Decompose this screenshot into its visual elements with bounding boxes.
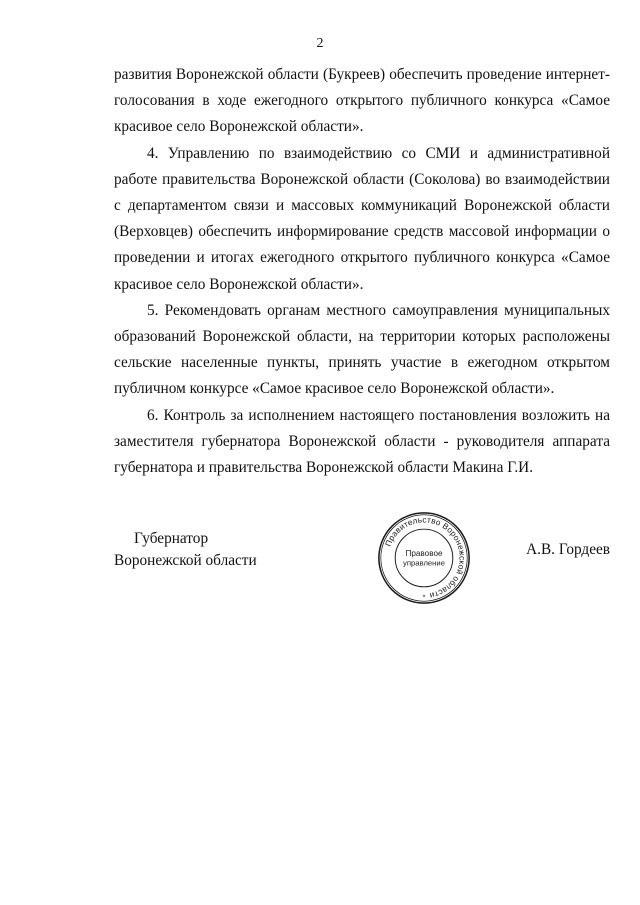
- page-number: 2: [316, 36, 324, 51]
- signature-block: [114, 510, 610, 620]
- stamp-inner-line-1: Правовое: [405, 549, 443, 559]
- signatory-title: [114, 528, 274, 572]
- signatory-title-line-2: Воронежской области: [114, 552, 257, 569]
- signatory-title-line-1: Губернатор: [134, 530, 209, 547]
- stamp-inner-line-2: управление: [403, 558, 445, 568]
- official-stamp-icon: [376, 510, 472, 606]
- document-body: [114, 62, 610, 481]
- stamp-outer-text: Правительство Воронежской области: [383, 515, 467, 601]
- paragraph-item-4: 4. Управлению по взаимодействию со СМИ и административной работе правительства Воронежской области (Соколова) во взаимодействии с департаментом связи и массовых коммуникаций Воронежской области (Верховцев) обеспечить информирование средств массовой информации о проведении и итогах ежегодного открытого публичного конкурса «Самое красивое село Воронежской области».: [114, 144, 610, 293]
- paragraph-item-6: 6. Контроль за исполнением настоящего постановления возложить на заместителя губернатора Воронежской области - руководителя аппарата губернатора и правительства Воронежской области Макина Г.И.: [114, 406, 610, 477]
- stamp-star-mark: *: [422, 592, 426, 602]
- paragraph-item-5: 5. Рекомендовать органам местного самоуправления муниципальных образований Воронежской области, на территории которых расположены сельские населенные пункты, принять участие в ежегодном открытом публичном конкурсе «Самое красивое село Воронежской области».: [114, 301, 610, 398]
- paragraph-continuation: развития Воронежской области (Букреев) обеспечить проведение интернет-голосования в ходе ежегодного открытого публичного конкурса «Самое красивое село Воронежской области».: [114, 66, 610, 136]
- signatory-name: А.В. Гордеев: [526, 541, 610, 558]
